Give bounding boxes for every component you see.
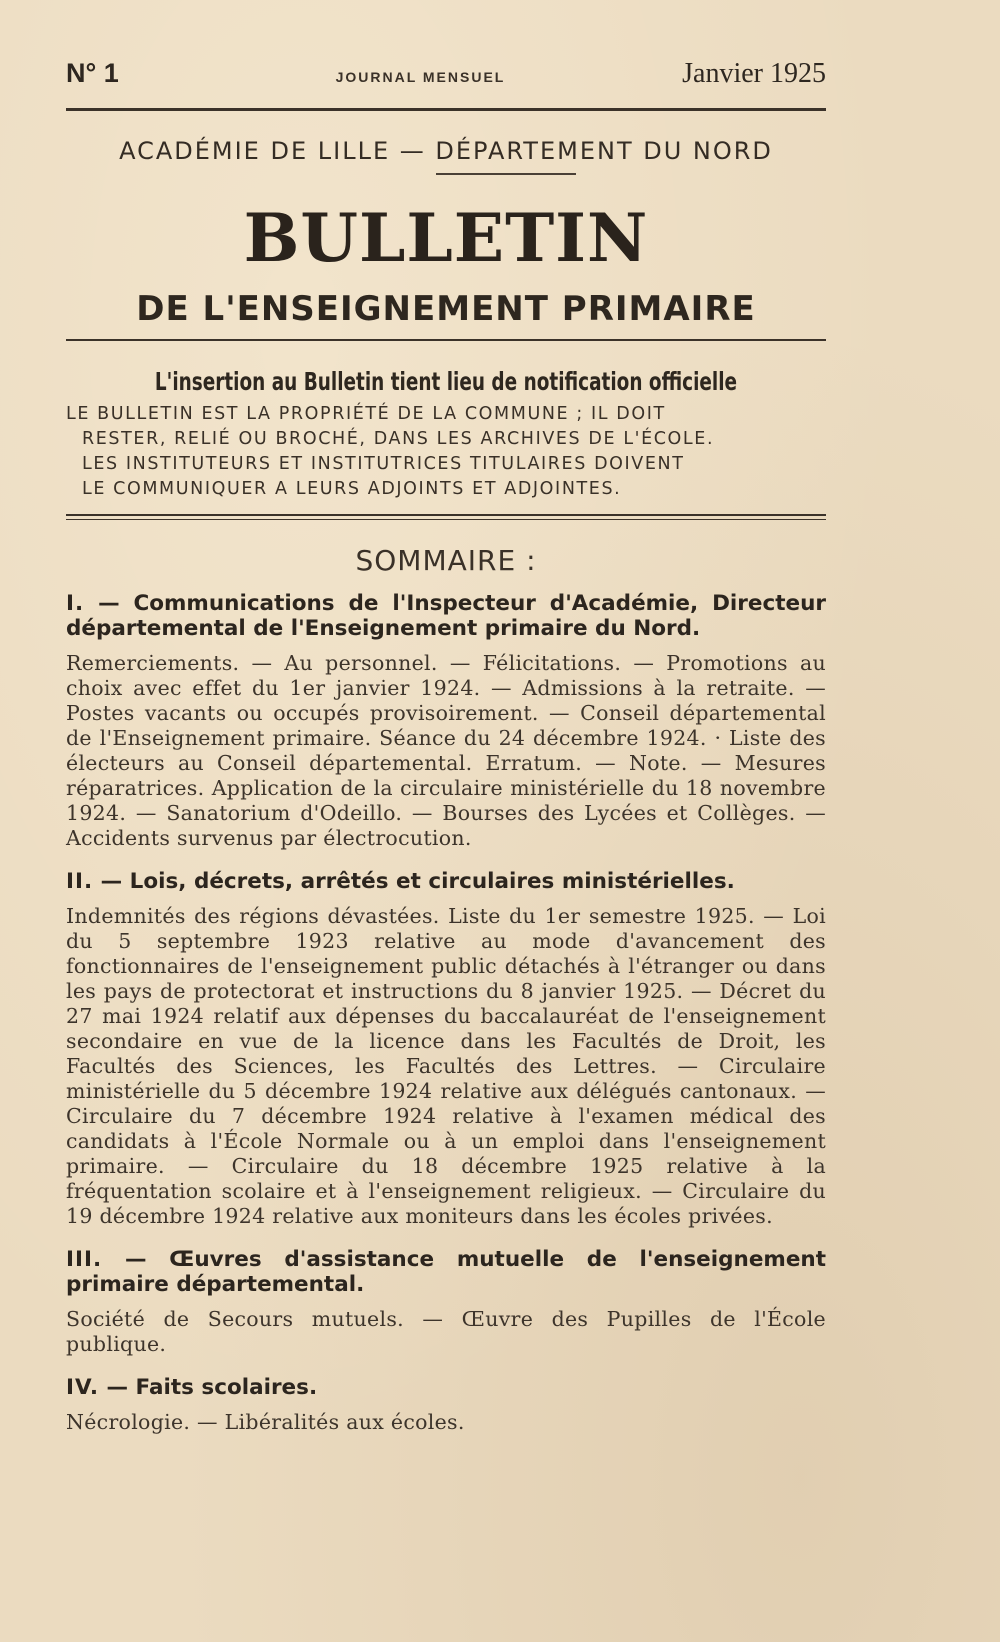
- masthead-rule: [66, 108, 826, 111]
- section-number: III.: [66, 1247, 103, 1272]
- section-title: — Communications de l'Inspecteur d'Académie, Directeur départemental de l'Enseignement primaire du Nord.: [66, 591, 826, 641]
- notice-rule-bottom: [66, 519, 826, 520]
- section-heading: [66, 1375, 826, 1400]
- bulletin-title: BULLETIN: [243, 199, 649, 277]
- section-title: — Lois, décrets, arrêtés et circulaires ministérielles.: [100, 869, 735, 894]
- academy-line: ACADÉMIE DE LILLE — DÉPARTEMENT DU NORD: [119, 137, 773, 165]
- section-body: Remerciements. — Au personnel. — Félicitations. — Promotions au choix avec effet du 1er janvier 1924. — Admissions à la retraite. — Postes vacants ou occupés provisoirement. — Conseil départemental de l'Enseignement primaire. Séance du 24 décembre 1924. · Liste des électeurs au Conseil départemental. Erratum. — Note. — Mesures réparatrices. Application de la circulaire ministérielle du 18 novembre 1924. — Sanatorium d'Odeillo. — Bourses des Lycées et Collèges. — Accidents survenus par électrocution.: [66, 651, 826, 850]
- section-body: Société de Secours mutuels. — Œuvre des Pupilles de l'École publique.: [66, 1307, 826, 1356]
- journal-type: JOURNAL MENSUEL: [335, 69, 506, 85]
- section-heading: [66, 1247, 826, 1297]
- section-body: Nécrologie. — Libéralités aux écoles.: [66, 1410, 465, 1434]
- notice-line: LES INSTITUTEURS ET INSTITUTRICES TITULAIRES DOIVENT: [82, 454, 685, 474]
- sommaire-heading: SOMMAIRE :: [355, 544, 537, 577]
- issue-number: N° 1: [66, 58, 119, 88]
- section-heading: [66, 869, 826, 894]
- issue-date: Janvier 1925: [682, 58, 826, 89]
- ownership-notice: [66, 402, 826, 502]
- document-content: [66, 58, 826, 1435]
- section-number: IV.: [66, 1375, 100, 1400]
- academy-divider: [436, 173, 576, 175]
- notice-rule-top: [66, 514, 826, 516]
- bulletin-subtitle: DE L'ENSEIGNEMENT PRIMAIRE: [136, 289, 756, 329]
- section-title: — Œuvres d'assistance mutuelle de l'enseignement primaire départemental.: [66, 1247, 826, 1297]
- section-body: Indemnités des régions dévastées. Liste du 1er semestre 1925. — Loi du 5 septembre 1923 relative au mode d'avancement des fonctionnaires de l'enseignement public détachés à l'étranger ou dans les pays de protectorat et instructions du 8 janvier 1925. — Décret du 27 mai 1924 relatif aux dépenses du baccalauréat de l'enseignement secondaire en vue de la licence dans les Facultés de Droit, les Facultés des Sciences, les Facultés des Lettres. — Circulaire ministérielle du 5 décembre 1924 relative aux délégués cantonaux. — Circulaire du 7 décembre 1924 relative à l'examen médical des candidats à l'École Normale ou à un emploi dans l'enseignement primaire. — Circulaire du 18 décembre 1925 relative à la fréquentation scolaire et à l'enseignement religieux. — Circulaire du 19 décembre 1924 relative aux moniteurs dans les écoles privées.: [66, 904, 826, 1228]
- section-number: I.: [66, 591, 85, 616]
- notice-line: LE BULLETIN EST LA PROPRIÉTÉ DE LA COMMUNE ; IL DOIT: [66, 404, 666, 424]
- notice-line: LE COMMUNIQUER A LEURS ADJOINTS ET ADJOINTES.: [82, 479, 622, 499]
- insertion-notice: L'insertion au Bulletin tient lieu de notification officielle: [154, 367, 738, 396]
- section-heading: [66, 591, 826, 641]
- subtitle-rule: [66, 339, 826, 341]
- section-number: II.: [66, 869, 94, 894]
- masthead: [66, 58, 826, 100]
- notice-line: RESTER, RELIÉ OU BROCHÉ, DANS LES ARCHIVES DE L'ÉCOLE.: [82, 429, 715, 449]
- section-title: — Faits scolaires.: [106, 1375, 318, 1400]
